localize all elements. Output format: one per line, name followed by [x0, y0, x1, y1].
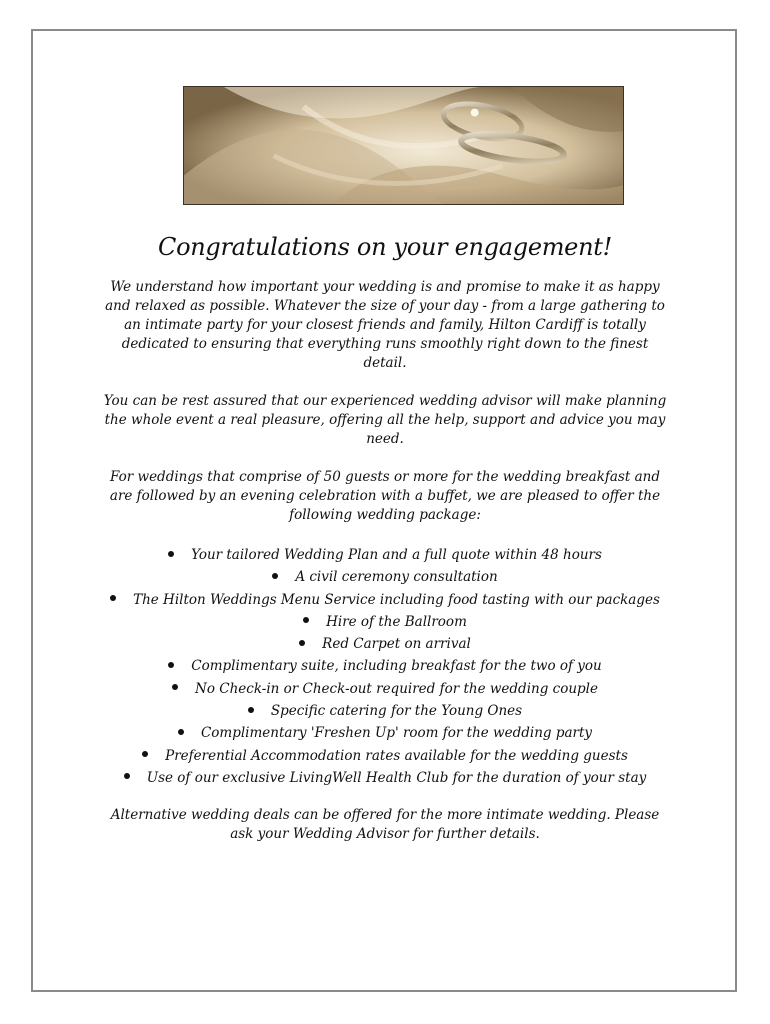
bullet-icon: [178, 729, 184, 735]
list-item-text: Complimentary suite, including breakfast for the two of you: [191, 658, 602, 675]
list-item: [100, 566, 670, 588]
wedding-package-list: [100, 544, 670, 789]
bullet-icon: [168, 551, 174, 557]
list-item-text: A civil ceremony consultation: [295, 569, 498, 586]
list-item: [100, 589, 670, 611]
document-body: [100, 228, 670, 863]
bullet-icon: [142, 751, 148, 757]
list-item-text: The Hilton Weddings Menu Service including food tasting with our packages: [133, 591, 660, 608]
intro-paragraph: We understand how important your wedding is and promise to make it as happy and relaxed as possible. Whatever the size of your day - from a large gathering to an intimate party for your closest friends and family, Hilton Cardiff is totally dedicated to ensuring that everything runs smoothly right down to the finest detail.: [105, 279, 665, 371]
list-item: [100, 700, 670, 722]
bullet-icon: [124, 773, 130, 779]
list-item-text: Your tailored Wedding Plan and a full quote within 48 hours: [191, 547, 602, 563]
list-item: [100, 655, 670, 677]
list-item: [100, 678, 670, 700]
bullet-icon: [168, 662, 174, 668]
bullet-icon: [172, 684, 178, 690]
bullet-icon: [110, 595, 116, 601]
bullet-icon: [303, 617, 309, 623]
list-item: [100, 767, 670, 789]
list-item-text: Preferential Accommodation rates available for the wedding guests: [165, 747, 628, 764]
list-item: [100, 633, 670, 655]
list-item-text: Red Carpet on arrival: [322, 636, 471, 653]
bullet-icon: [248, 707, 254, 713]
list-item: [100, 722, 670, 744]
list-item-text: Specific catering for the Young Ones: [270, 703, 523, 720]
list-item: [100, 544, 670, 566]
list-item-text: No Check-in or Check-out required for the wedding couple: [195, 680, 598, 697]
closing-paragraph: Alternative wedding deals can be offered for the more intimate wedding. Please ask your Wedding Advisor for further details.: [110, 807, 660, 843]
list-item-text: Hire of the Ballroom: [326, 613, 467, 630]
list-item: [100, 745, 670, 767]
page-title: Congratulations on your engagement!: [158, 233, 612, 261]
bullet-icon: [299, 640, 305, 646]
wedding-banner-image: [183, 86, 624, 205]
list-item-text: Use of our exclusive LivingWell Health Club for the duration of your stay: [146, 769, 647, 786]
advisor-paragraph: You can be rest assured that our experienced wedding advisor will make planning the whole event a real pleasure, offering all the help, support and advice you may need.: [103, 393, 667, 447]
list-item-text: Complimentary 'Freshen Up' room for the wedding party: [200, 725, 593, 742]
list-item: [100, 611, 670, 633]
package-intro-paragraph: For weddings that comprise of 50 guests or more for the wedding breakfast and are followed by an evening celebration with a buffet, we are pleased to offer the following wedding package:: [109, 469, 661, 523]
bullet-icon: [272, 573, 278, 579]
rings-on-rose-illustration: [184, 87, 623, 204]
